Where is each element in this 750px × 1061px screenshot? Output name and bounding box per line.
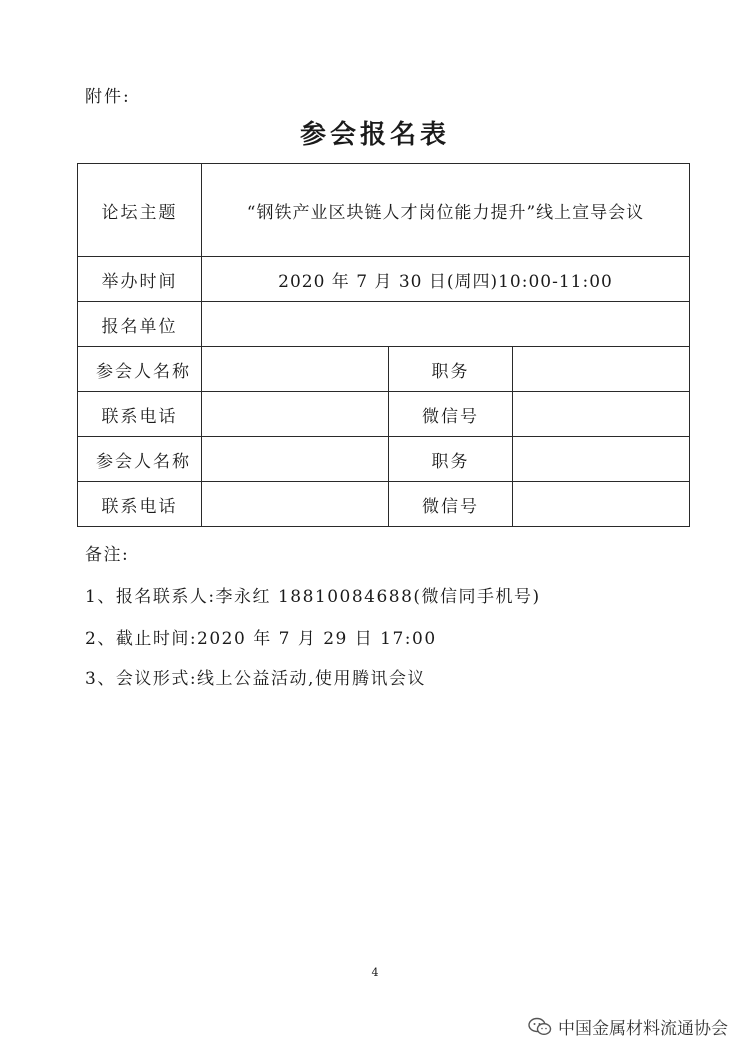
time-row: [78, 257, 690, 302]
contact-row-2: [78, 482, 690, 527]
phone-field[interactable]: [202, 482, 389, 527]
form-title: 参会报名表: [299, 120, 450, 150]
attachment-label: 附件:: [85, 87, 131, 107]
wechat-icon: [528, 1017, 552, 1037]
contact-row-1: [78, 392, 690, 437]
registration-form-table: [77, 163, 690, 527]
unit-value-field[interactable]: [202, 302, 690, 347]
page-number: 4: [371, 966, 379, 979]
note-item-format: 3、会议形式:线上公益活动,使用腾讯会议: [85, 669, 426, 689]
topic-value: “钢铁产业区块链人才岗位能力提升”线上宣导会议: [202, 164, 690, 257]
attendee-name-field[interactable]: [202, 347, 389, 392]
unit-row: [78, 302, 690, 347]
attendee-row-1: [78, 347, 690, 392]
position-label: 职务: [389, 437, 513, 482]
wechat-id-field[interactable]: [513, 392, 690, 437]
attendee-name-field[interactable]: [202, 437, 389, 482]
wechat-id-label: 微信号: [389, 392, 513, 437]
time-value: 2020 年 7 月 30 日(周四)10:00-11:00: [202, 257, 690, 302]
wechat-id-field[interactable]: [513, 482, 690, 527]
phone-label: 联系电话: [78, 392, 202, 437]
notes-heading: 备注:: [85, 545, 130, 565]
note-item-deadline: 2、截止时间:2020 年 7 月 29 日 17:00: [85, 629, 437, 649]
position-field[interactable]: [513, 437, 690, 482]
phone-field[interactable]: [202, 392, 389, 437]
position-label: 职务: [389, 347, 513, 392]
note-item-contact: 1、报名联系人:李永红 18810084688(微信同手机号): [85, 587, 541, 607]
watermark-text: 中国金属材料流通协会: [558, 1019, 728, 1039]
position-field[interactable]: [513, 347, 690, 392]
attendee-name-label: 参会人名称: [78, 347, 202, 392]
phone-label: 联系电话: [78, 482, 202, 527]
attendee-name-label: 参会人名称: [78, 437, 202, 482]
topic-row: [78, 164, 690, 257]
wechat-id-label: 微信号: [389, 482, 513, 527]
topic-label: 论坛主题: [78, 164, 202, 257]
attendee-row-2: [78, 437, 690, 482]
unit-label: 报名单位: [78, 302, 202, 347]
watermark: [528, 1014, 728, 1039]
time-label: 举办时间: [78, 257, 202, 302]
